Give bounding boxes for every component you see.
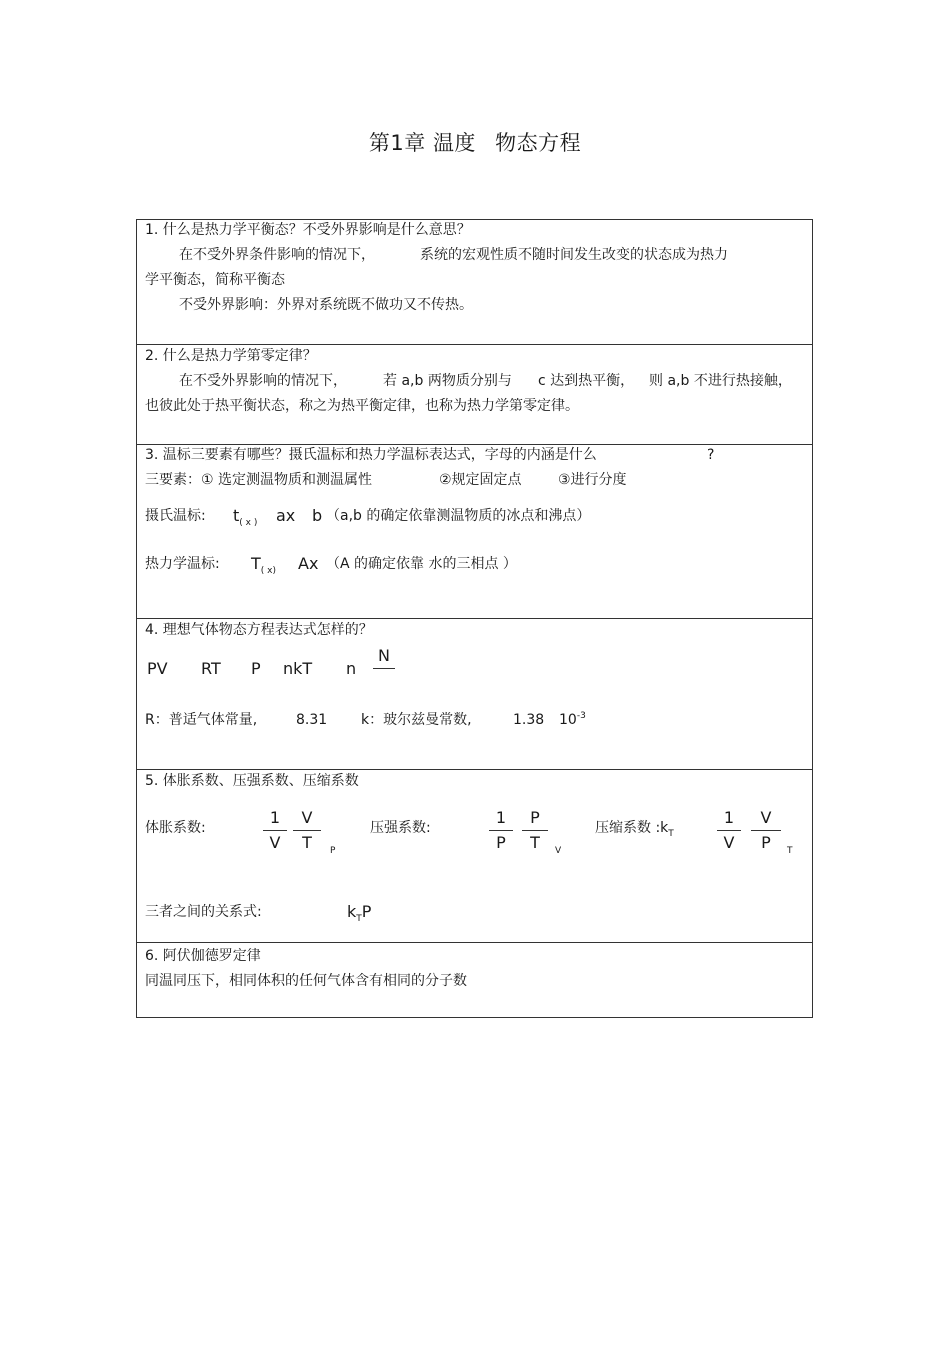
- fraction-bar: [373, 668, 395, 669]
- question-4: 4. 理想气体物态方程表达式怎样的？: [145, 622, 373, 638]
- expansion-label: 体胀系数:: [145, 820, 206, 836]
- k-exponent: -3: [576, 711, 586, 721]
- qa-row-4: [137, 619, 812, 770]
- qa-row-5: [137, 770, 812, 943]
- qa-row-3: [137, 445, 812, 619]
- fraction-numerator: V: [760, 808, 772, 827]
- fraction-denominator: P: [496, 833, 506, 852]
- compress-fraction-1: [717, 808, 741, 853]
- chapter-number: 第1章: [368, 131, 426, 155]
- question-6: 6. 阿伏伽德罗定律: [145, 948, 261, 964]
- eq-n: n: [346, 659, 357, 678]
- pressure-label: 压强系数:: [370, 820, 431, 836]
- relation-p: P: [361, 902, 372, 921]
- k-value: 1.38: [513, 712, 545, 728]
- k-power: [559, 711, 586, 731]
- pressure-fraction-1: [489, 808, 513, 853]
- relation-k: k: [347, 902, 357, 921]
- three-elements: 三要素：① 选定测温物质和测温属性: [145, 472, 373, 488]
- eq-p: P: [251, 659, 261, 678]
- answer-1-part-a: 在不受外界条件影响的情况下，: [179, 247, 375, 263]
- expansion-subscript: P: [330, 846, 336, 856]
- thermo-formula: [251, 555, 276, 576]
- eq-pv: PV: [147, 659, 168, 678]
- celsius-label: 摄氏温标:: [145, 508, 206, 524]
- qa-table: [136, 219, 813, 1018]
- answer-2-part-c: c 达到热平衡，: [538, 373, 635, 389]
- relation-subscript: T: [356, 914, 362, 924]
- thermo-note: （A 的确定依靠 水的三相点 ）: [326, 556, 517, 572]
- fraction-denominator: T: [530, 833, 540, 852]
- compress-label: [595, 819, 674, 839]
- answer-2-part-d: 则 a,b 不进行热接触，: [649, 373, 792, 389]
- answer-6: 同温同压下，相同体积的任何气体含有相同的分子数: [145, 973, 467, 989]
- element-2: ②规定固定点: [439, 472, 522, 488]
- k-power-base: 10: [559, 712, 577, 728]
- pressure-fraction-2: [522, 808, 548, 853]
- compress-label-subscript: T: [668, 829, 674, 839]
- eq-nkt: nkT: [283, 659, 313, 678]
- celsius-ax: ax: [276, 506, 296, 525]
- k-label: k：玻尔兹曼常数,: [361, 712, 472, 728]
- expansion-fraction-2: [293, 808, 321, 853]
- fraction-denominator: P: [761, 833, 771, 852]
- question-3-mark: ?: [707, 447, 715, 463]
- r-label: R：普适气体常量,: [145, 712, 258, 728]
- eq-rt: RT: [201, 659, 221, 678]
- answer-1-outside: 不受外界影响：外界对系统既不做功又不传热。: [179, 297, 473, 313]
- expansion-fraction-1: [263, 808, 287, 853]
- fraction-denominator: V: [269, 833, 281, 852]
- celsius-t: t: [233, 506, 240, 525]
- pressure-subscript: V: [555, 846, 562, 856]
- celsius-b: b: [312, 506, 323, 525]
- fraction-denominator: T: [302, 833, 312, 852]
- thermo-subscript: ( x): [260, 566, 276, 576]
- compress-label-text: 压缩系数 :k: [595, 820, 669, 836]
- question-5: 5. 体胀系数、压强系数、压缩系数: [145, 773, 359, 789]
- fraction-numerator: 1: [723, 808, 735, 827]
- fraction-numerator: 1: [495, 808, 507, 827]
- question-3: 3. 温标三要素有哪些？摄氏温标和热力学温标表达式，字母的内涵是什么: [145, 447, 597, 463]
- fraction-bar: [717, 830, 741, 831]
- fraction-bar: [489, 830, 513, 831]
- fraction-numerator: P: [530, 808, 540, 827]
- celsius-note: （a,b 的确定依靠测温物质的冰点和沸点）: [326, 508, 591, 524]
- fraction-bar: [263, 830, 287, 831]
- answer-1-part-c: 学平衡态，简称平衡态: [145, 272, 285, 288]
- thermo-T: T: [251, 554, 261, 573]
- fraction-bar: [751, 830, 781, 831]
- fraction-bar: [293, 830, 321, 831]
- qa-row-1: [137, 220, 812, 345]
- celsius-formula: [233, 507, 257, 528]
- question-2: 2. 什么是热力学第零定律？: [145, 348, 317, 364]
- thermo-label: 热力学温标:: [145, 556, 220, 572]
- celsius-subscript: ( x ): [239, 518, 258, 528]
- answer-2-part-b: 若 a,b 两物质分别与: [383, 373, 512, 389]
- qa-row-2: [137, 345, 812, 445]
- element-3: ③进行分度: [558, 472, 627, 488]
- eq-N: N: [378, 646, 390, 665]
- title-part-2: 物态方程: [495, 131, 582, 155]
- compress-subscript: T: [787, 846, 793, 856]
- thermo-Ax: Ax: [298, 554, 319, 573]
- qa-row-6: [137, 943, 812, 1019]
- answer-1-part-b: 系统的宏观性质不随时间发生改变的状态成为热力: [420, 247, 728, 263]
- fraction-numerator: 1: [269, 808, 281, 827]
- eq-n-fraction: [373, 646, 395, 671]
- relation-formula: [347, 903, 371, 924]
- fraction-denominator: V: [723, 833, 735, 852]
- fraction-bar: [522, 830, 548, 831]
- fraction-numerator: V: [301, 808, 313, 827]
- answer-2-line-2: 也彼此处于热平衡状态，称之为热平衡定律，也称为热力学第零定律。: [145, 398, 579, 414]
- relation-label: 三者之间的关系式:: [145, 904, 262, 920]
- title-part-1: 温度: [432, 131, 476, 155]
- r-value: 8.31: [296, 712, 328, 728]
- page-title: [0, 127, 950, 157]
- answer-2-part-a: 在不受外界影响的情况下，: [179, 373, 347, 389]
- question-1: 1. 什么是热力学平衡态？不受外界影响是什么意思？: [145, 222, 471, 238]
- compress-fraction-2: [751, 808, 781, 853]
